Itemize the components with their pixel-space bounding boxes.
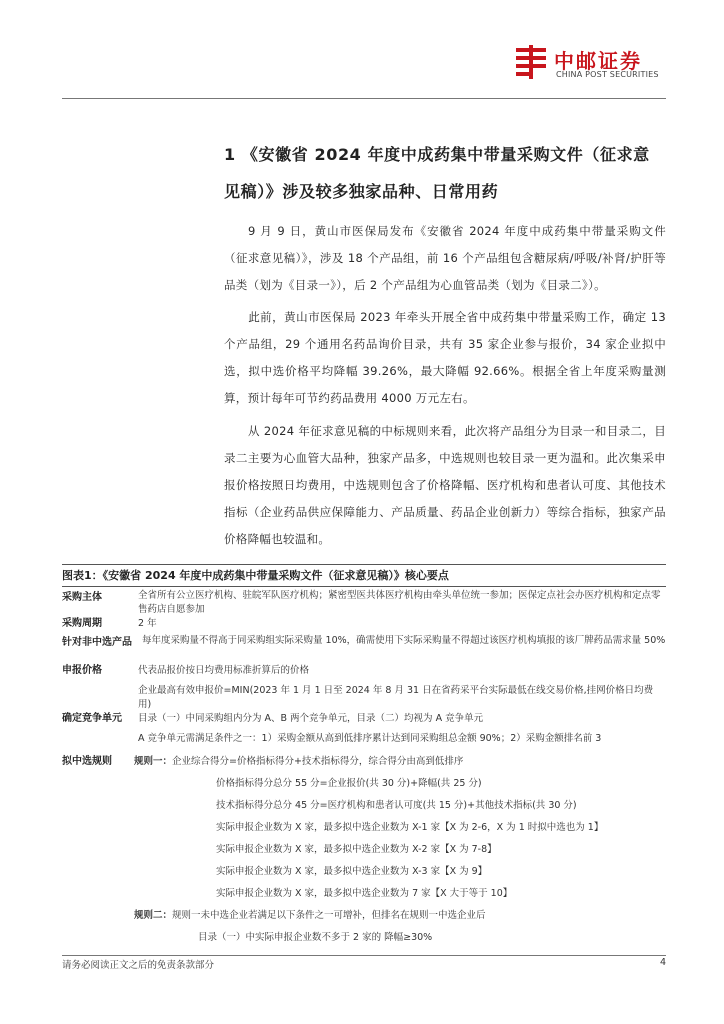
page-number: 4 xyxy=(659,957,666,968)
row-label-period: 采购周期 xyxy=(62,618,102,629)
rule1-item: 实际申报企业数为 X 家，最多拟中选企业数为 X-1 家【X 为 2-6，X 为 1 时拟中选也为 1】 xyxy=(216,822,604,833)
rule1-item: 实际申报企业数为 X 家，最多拟中选企业数为 X-2 家【X 为 7-8】 xyxy=(216,844,497,855)
row-label-nonselected: 针对非中选产品 xyxy=(62,637,132,648)
row-text-subject: 全省所有公立医疗机构、驻皖军队医疗机构；紧密型医共体医疗机构由牵头单位统一参加；医保定点社会办医疗机构和定点零售药店自愿参加 xyxy=(138,590,661,615)
row-label-unit: 确定竞争单元 xyxy=(62,713,122,724)
row-label-subject: 采购主体 xyxy=(62,592,102,603)
rule2-label: 规则二： xyxy=(134,910,173,921)
row-text-price: 代表品报价按日均费用标准折算后的价格 xyxy=(138,665,310,676)
rule2-text: 规则一未中选企业若满足以下条件之一可增补，但排名在规则一中选企业后 xyxy=(172,910,486,921)
paragraph-3-text: 从 2024 年征求意见稿的中标规则来看，此次将产品组分为目录一和目录二，目录二主要为心血管大品种，独家产品多，中选规则也较目录一更为温和。此次集采申报价格按照日均费用，中选规则包含了价格降幅、医疗机构和患者认可度、其他技术指标（企业药品供应保障能力、产品质量、药品企业创新力）等综合指标，独家产品价格降幅也较温和。 xyxy=(224,424,666,546)
paragraph-2-text: 此前，黄山市医保局 2023 年牵头开展全省中成药集中带量采购工作，确定 13 个产品组，29 个通用名药品询价目录，共有 35 家企业参与报价，34 家企业拟中选，拟中选价格平均降幅 39.26%，最大降幅 92.66%。根据全省上年度采购量测算，预计每年可节约药品费用 4000 万元左右。 xyxy=(224,310,666,405)
paragraph-1-text: 9 月 9 日，黄山市医保局发布《安徽省 2024 年度中成药集中带量采购文件（征求意见稿）》，涉及 18 个产品组，前 16 个产品组包含糖尿病/呼吸/补肾/护肝等品类（划为《目录一》），后 2 个产品组为心血管品类（划为《目录二》）。 xyxy=(224,224,666,292)
row-text-period: 2 年 xyxy=(138,618,157,629)
paragraph-2 xyxy=(224,304,666,412)
row-text-nonselected: 每年度采购量不得高于同采购组实际采购量 10%，确需使用下实际采购量不得超过该医疗机构填报的该厂牌药品需求量 50% xyxy=(142,635,666,646)
footer-disclaimer: 请务必阅读正文之后的免责条款部分 xyxy=(62,960,215,971)
row-text-unit: 目录（一）中同采购组内分为 A、B 两个竞争单元，目录（二）均视为 A 竞争单元 xyxy=(138,713,484,724)
logo-chinese-name: 中邮证券 xyxy=(554,49,642,73)
logo-english-name: CHINA POST SECURITIES xyxy=(556,70,659,79)
table-title-rule xyxy=(62,586,666,587)
rule1-item: 价格指标得分总分 55 分=企业报价(共 30 分)+降幅(共 25 分) xyxy=(216,778,482,789)
row-label-rule: 拟中选规则 xyxy=(62,756,112,767)
row-text-effective-price: 企业最高有效申报价=MIN(2023 年 1 月 1 日至 2024 年 8 月 31 日在省药采平台实际最低在线交易价格,挂网价格日均费用) xyxy=(138,685,654,710)
row-text-unit-2: A 竞争单元需满足条件之一：1）采购金额从高到低排序累计达到同采购组总金额 90%；2）采购金额排名前 3 xyxy=(138,733,602,744)
paragraph-3 xyxy=(224,418,666,553)
rule1-item: 实际申报企业数为 X 家，最多拟中选企业数为 X-3 家【X 为 9】 xyxy=(216,866,488,877)
rule2-line xyxy=(134,909,486,923)
row-label-price: 申报价格 xyxy=(62,665,102,676)
footer-divider xyxy=(62,955,666,956)
rule1-label: 规则一： xyxy=(134,756,173,767)
table-title: 图表1：《安徽省 2024 年度中成药集中带量采购文件（征求意见稿）》核心要点 xyxy=(62,569,449,582)
company-logo xyxy=(514,45,666,81)
rule2-item: 目录（一）中实际申报企业数不多于 2 家的 降幅≥30% xyxy=(198,932,433,943)
table-top-rule xyxy=(62,564,666,565)
section-title: 1 《安徽省 2024 年度中成药集中带量采购文件（征求意见稿）》涉及较多独家品种、日常用药 xyxy=(224,145,650,201)
rule1-item: 实际申报企业数为 X 家，最多拟中选企业数为 7 家【X 大于等于 10】 xyxy=(216,888,513,899)
rule1-text: 企业综合得分=价格指标得分+技术指标得分，综合得分由高到低排序 xyxy=(172,756,464,767)
rule1-item: 技术指标得分总分 45 分=医疗机构和患者认可度(共 15 分)+其他技术指标(共 30 分) xyxy=(216,800,577,811)
rule1-line xyxy=(134,755,463,769)
china-post-logo-icon xyxy=(514,45,548,79)
paragraph-1 xyxy=(224,218,666,299)
header-divider xyxy=(62,98,666,99)
